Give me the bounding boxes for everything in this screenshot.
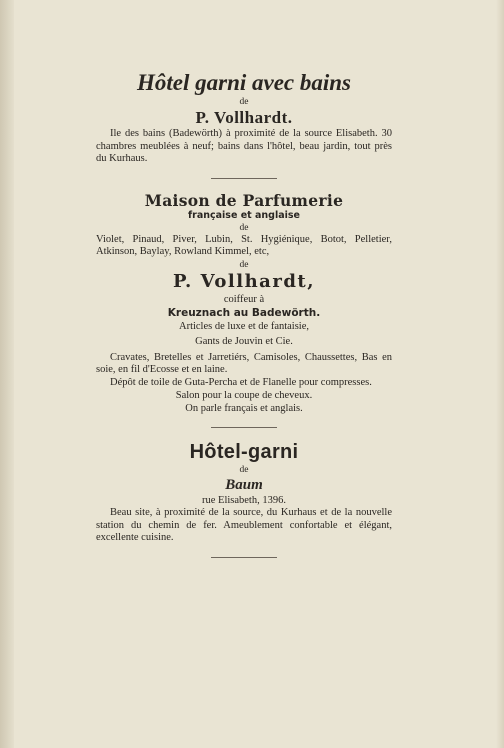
- ad2-para-cravates: Cravates, Bretelles et Jarretiérs, Camisoles, Chaussettes, Bas en soie, en fil d'Ecosse et en laine.: [96, 351, 392, 375]
- ad2-para-depot: Dépôt de toile de Guta-Percha et de Flanelle pour compresses.: [110, 376, 372, 388]
- ad2-place: Kreuznach au Badewörth.: [167, 306, 321, 319]
- ad2-line-gants: Gants de Jouvin et Cie.: [195, 335, 293, 347]
- divider-1: [211, 178, 277, 179]
- ad2-profession: coiffeur à: [223, 293, 265, 305]
- ad2-title: Maison de Parfumerie: [144, 190, 344, 210]
- ad1-owner: P. Vollhardt.: [195, 108, 293, 127]
- ad2-line-salon: Salon pour la coupe de cheveux.: [175, 390, 313, 401]
- ad1-description: Ile des bains (Badewörth) à proximité de la source Elisabeth. 30 chambres meublées à neuf; bains dans l'hôtel, beau jardin, tout près du Kurhaus.: [96, 128, 392, 164]
- ad2-line-langues: On parle français et anglais.: [185, 403, 303, 414]
- ad3-address: rue Elisabeth, 1396.: [202, 495, 286, 506]
- ad2-brands: Violet, Pinaud, Piver, Lubin, St. Hygiénique, Botot, Pelletier, Atkinson, Baylay, Rowland Kimmel, etc,: [96, 233, 392, 257]
- divider-3: [211, 557, 277, 558]
- ad3-de: de: [239, 465, 249, 475]
- ad-hotel-vollhardt: [96, 70, 392, 166]
- ad1-title: Hôtel garni avec bains: [136, 70, 352, 95]
- ad-hotel-baum: [96, 440, 392, 545]
- ad2-owner: P. Vollhardt,: [173, 270, 315, 292]
- ad2-subtitle: française et anglaise: [188, 209, 300, 221]
- ad2-line-luxe: Articles de luxe et de fantaisie,: [178, 320, 310, 332]
- ad3-title: Hôtel-garni: [189, 441, 299, 463]
- page-binding-edge: [0, 0, 14, 748]
- ad3-owner: Baum: [225, 477, 263, 493]
- ad2-de-2: de: [239, 259, 249, 270]
- ad-parfumerie: [96, 191, 392, 416]
- page-outer-edge: [496, 0, 504, 748]
- divider-2: [211, 427, 277, 428]
- page-content: [96, 70, 392, 570]
- ad1-de: de: [239, 97, 249, 107]
- ad3-description: Beau site, à proximité de la source, du Kurhaus et de la nouvelle station du chemin de fer. Ameublement confortable et élégant, excellente cuisine.: [96, 507, 392, 543]
- ad2-de-1: de: [239, 222, 249, 233]
